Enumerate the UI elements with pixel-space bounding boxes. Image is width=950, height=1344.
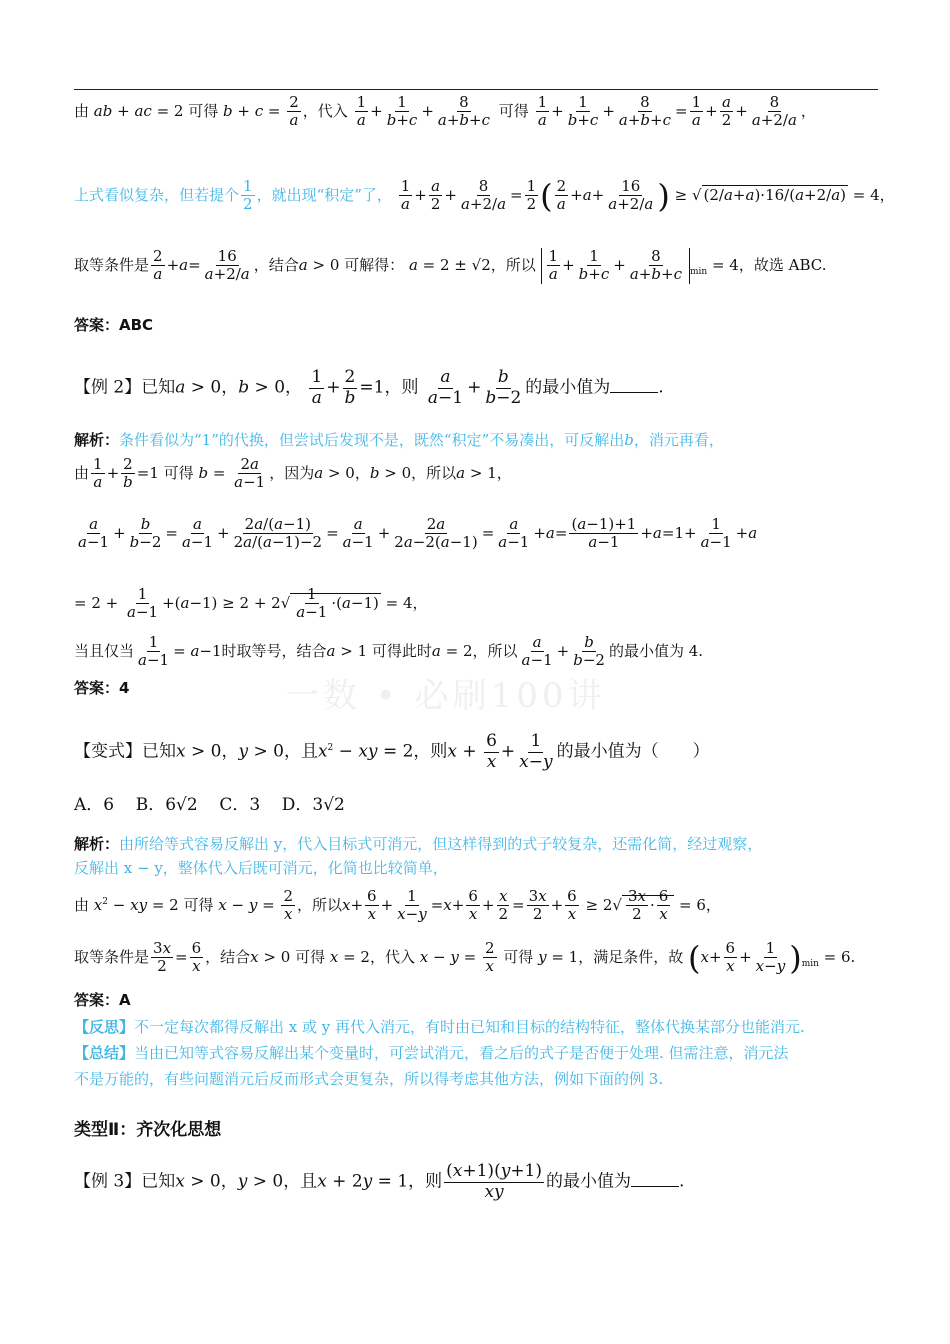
variant-options: A．6 B．6√2 C．3 D．3√2 — [74, 795, 345, 815]
variant-analysis-2: 反解出 x − y，整体代入后既可消元，化简也比较简单， — [74, 859, 448, 877]
ex2-line4: = 2 + $\frac{1}{a-1}$ +(a−1) ≥ 2 + 2√ $\frac{1}{a-1}$ ·(a−1) = 4， — [74, 585, 428, 622]
variant-summary-2: 不是万能的，有些问题消元后反而形式会更复杂，所以得考虑其他方法，例如下面的例 3. — [74, 1070, 664, 1088]
variant-reflect: 【反思】不一定每次都得反解出 x 或 y 再代入消元，有时由已知和目标的结构特征，整体代换某部分也能消元. — [74, 1018, 805, 1036]
section-title: 类型Ⅱ：齐次化思想 — [74, 1120, 222, 1140]
answer-blank — [631, 1186, 679, 1187]
ex2-line5: 当且仅当 $\frac{1}{a-1}$ = a−1时取等号，结合a > 1 可得此时a = 2，所以 $\frac{a}{a-1}$ + $\frac{b}{b-2}$ 的最小值为 4. — [74, 633, 704, 670]
ex1-answer: 答案：ABC — [74, 316, 154, 334]
ex2-question: 【例 2】已知a > 0，b > 0， $\frac{1}{a}$ + $\frac{2}{b}$ =1，则 $\frac{a}{a-1}$ + $\frac{b}{b-2}$ 的最小值为 . — [74, 367, 664, 408]
ex2-answer: 答案：4 — [74, 679, 130, 697]
watermark: 一数 • 必刷100讲 — [285, 676, 606, 716]
variant-summary-1: 【总结】当由已知等式容易反解出某个变量时，可尝试消元，看之后的式子是否便于处理. 但需注意，消元法 — [74, 1044, 789, 1062]
variant-analysis-1: 解析：由所给等式容易反解出 y，代入目标式可消元，但这样得到的式子较复杂，还需化简，经过观察， — [74, 835, 763, 853]
ex1-line3: 取等条件是 $\frac{2}{a}$ +a= $\frac{16}{a+2/a}$ ，结合a > 0 可解得： a = 2 ± √2，所以 $\frac{1}{a}$ + $\frac{1}{b+c}$ + $\frac{8}{a+b+c}$ $_{min}$ = 4，故选 ABC. — [74, 247, 827, 284]
ex2-line3: $\frac{a}{a-1}$ + $\frac{b}{b-2}$ = $\frac{a}{a-1}$ + $\frac{2a/(a-1)}{2a/(a-1)-2}$ = $\frac{a}{a-1}$ + $\frac{2a}{2a-2(a-1)}$ = $\frac{a}{a-1}$ +a= $\frac{(a-1)+1}{a-1}$ +a=1+ $\frac{1}{a-1}$ +a — [78, 515, 758, 552]
variant-line4: 取等条件是 $\frac{3x}{2}$ = $\frac{6}{x}$ ，结合x > 0 可得 x = 2，代入 x − y = $\frac{2}{x}$ 可得 y = 1，满足条件，故 (x+ $\frac{6}{x}$ + $\frac{1}{x-y}$ )$_{min} = 6$. — [74, 938, 856, 977]
ex3-question: 【例 3】已知x > 0，y > 0，且x + 2y = 1，则 $\frac{(x+1)(y+1)}{xy}$ 的最小值为 . — [74, 1161, 685, 1202]
ex1-line1: 由 ab + ac = 2 可得 b + c = $\frac{2}{a}$ ，代入 $\frac{1}{a}$ + $\frac{1}{b+c}$ + $\frac{8}{a+b+c}$ 可得 $\frac{1}{a}$ + $\frac{1}{b+c}$ + $\frac{8}{a+b+c}$ = $\frac{1}{a}$ + $\frac{a}{2}$ + $\frac{8}{a+2/a}$ ， — [74, 93, 816, 130]
variant-answer: 答案：A — [74, 991, 131, 1009]
ex1-line2: 上式看似复杂，但若提个 $\frac{1}{2}$ ，就出现“积定”了， $\frac{1}{a}$ + $\frac{a}{2}$ + $\frac{8}{a+2/a}$ = $\frac{1}{2}$ ( $\frac{2}{a}$ +a+ $\frac{16}{a+2/a}$ ) ≥ √ (2/a+a)·16/(a+2/a) = 4， — [74, 176, 895, 215]
header-rule — [74, 89, 878, 90]
variant-line3: 由 $x^2$ − xy = 2 可得 x − y = $\frac{2}{x}$ ，所以x+ $\frac{6}{x}$ + $\frac{1}{x-y}$ =x+ $\frac{6}{x}$ + $\frac{x}{2}$ = $\frac{3x}{2}$ + $\frac{6}{x}$ ≥ 2√ $\frac{3x}{2}$ · $\frac{6}{x}$ = 6， — [74, 887, 721, 924]
variant-question: 【变式】已知x > 0，y > 0，且$x^2$ − xy = 2，则x + $\frac{6}{x}$ + $\frac{1}{x-y}$ 的最小值为（ ） — [74, 731, 710, 772]
answer-blank — [610, 392, 658, 393]
ex2-line2: 由 $\frac{1}{a}$ + $\frac{2}{b}$ =1 可得 b = $\frac{2a}{a-1}$ ，因为a > 0，b > 0，所以a > 1， — [74, 455, 512, 492]
ex2-analysis: 解析：条件看似为“1”的代换，但尝试后发现不是，既然“积定”不易凑出，可反解出b，消元再看， — [74, 431, 724, 449]
